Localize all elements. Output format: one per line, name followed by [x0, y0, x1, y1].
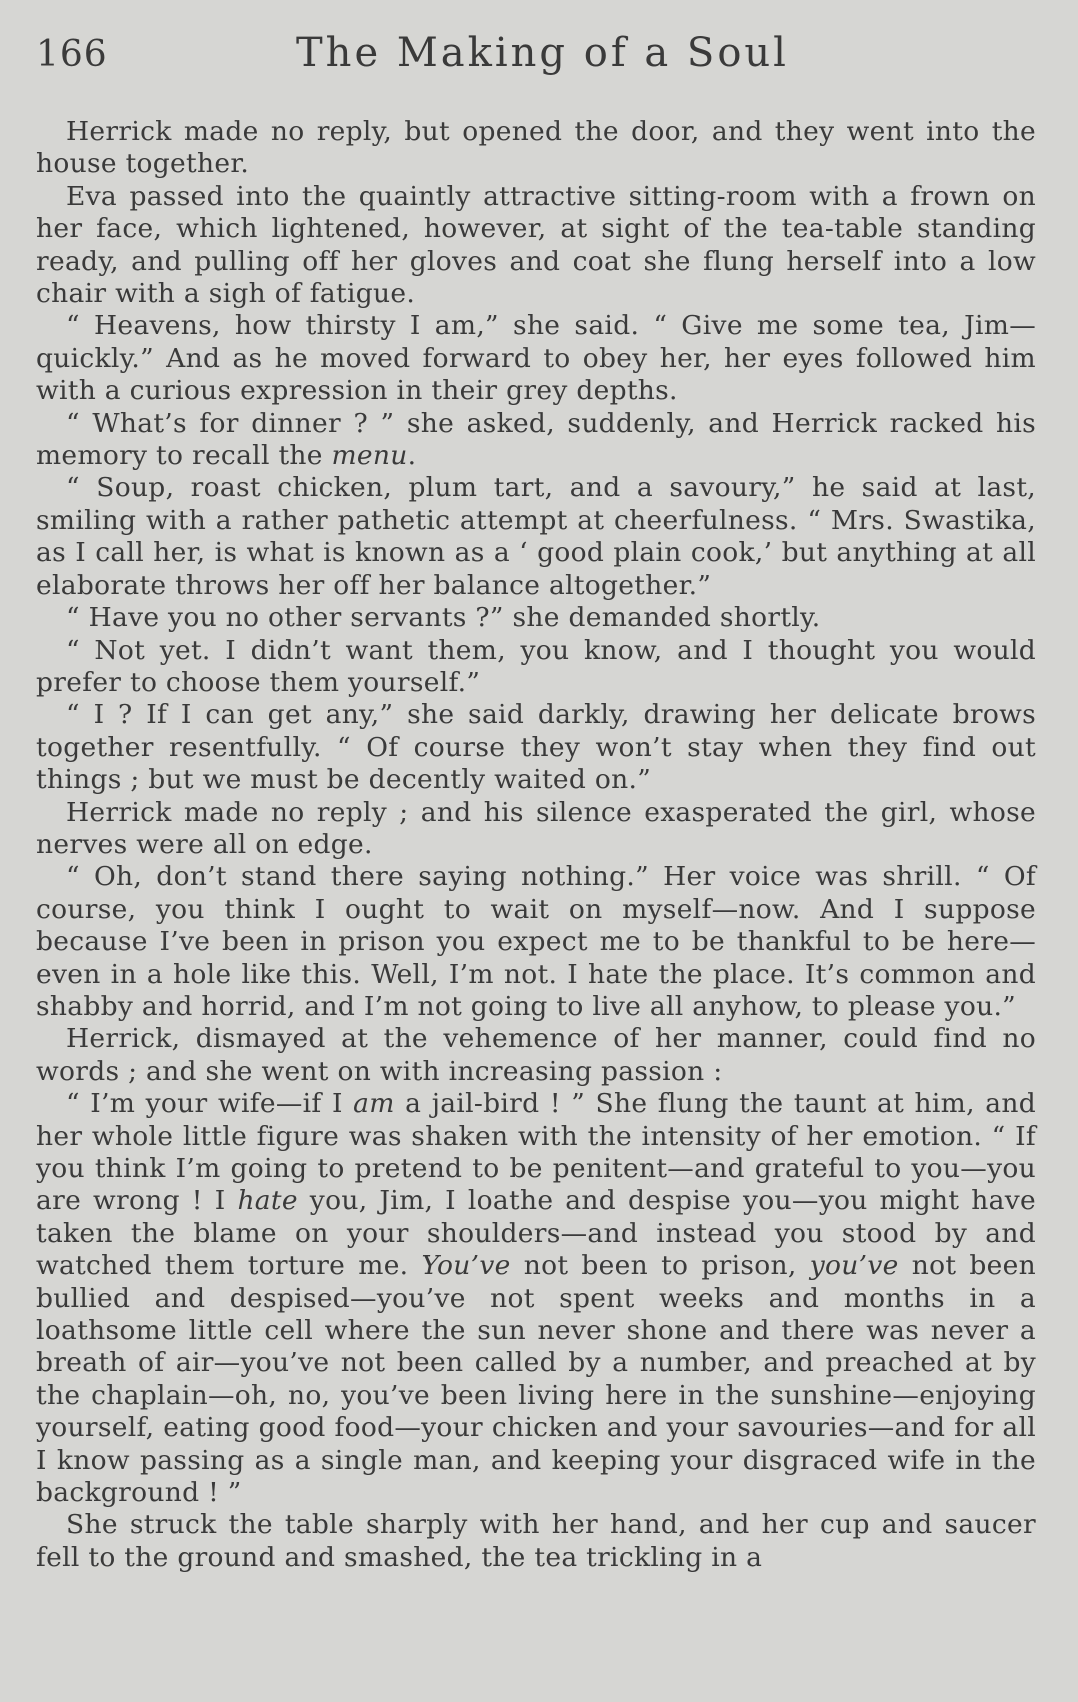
italic-text: hate [237, 1185, 298, 1217]
italic-text: You’ve [421, 1250, 511, 1282]
paragraph: Herrick made no reply ; and his silence exasperated the girl, whose nerves were all on edge. [36, 796, 1036, 860]
italic-text: am [353, 1088, 395, 1120]
book-title: The Making of a Soul [296, 30, 789, 76]
page-number: 166 [36, 34, 108, 75]
paragraph: “ Not yet. I didn’t want them, you know, and I thought you would prefer to choose them yourself.” [36, 634, 1036, 698]
paragraph: Herrick made no reply, but opened the door, and they went into the house together. [36, 116, 1036, 180]
running-head [36, 30, 1036, 86]
paragraph: “ I ? If I can get any,” she said darkly, drawing her delicate brows together resentfully. “ Of course they won’t stay when they find out things ; but we must be decently waited on.” [36, 699, 1036, 796]
paragraph: She struck the table sharply with her hand, and her cup and saucer fell to the ground and smashed, the tea trickling in a [36, 1509, 1036, 1573]
italic-text: you’ve [809, 1250, 899, 1282]
paragraph: “ What’s for dinner ? ” she asked, suddenly, and Herrick racked his memory to recall the menu. [36, 407, 1036, 472]
paragraph: “ I’m your wife—if I am a jail-bird ! ” She flung the taunt at him, and her whole little figure was shaken with the intensity of her emotion. “ If you think I’m going to pretend to be penitent—and grateful to you—you are wrong ! I hate you, Jim, I loathe and despise you—you might have taken the blame on your shoulders—and instead you stood by and watched them torture me. You’ve not been to prison, you’ve not been bullied and despised—you’ve not spent weeks and months in a loathsome little cell where the sun never shone and there was never a breath of air—you’ve not been called by a number, and preached at by the chaplain—oh, no, you’ve been living here in the sunshine—enjoying yourself, eating good food—your chicken and your savouries—and for all I know passing as a single man, and keeping your disgraced wife in the background ! ” [36, 1088, 1037, 1509]
paragraph: Eva passed into the quaintly attractive sitting-room with a frown on her face, which lightened, however, at sight of the tea-table standing ready, and pulling off her gloves and coat she flung herself into a low chair with a sigh of fatigue. [36, 180, 1036, 310]
italic-text: menu [331, 440, 408, 472]
body-text [36, 116, 1036, 1574]
paragraph: “ Heavens, how thirsty I am,” she said. “ Give me some tea, Jim—quickly.” And as he moved forward to obey her, her eyes followed him with a curious expression in their grey depths. [36, 310, 1036, 407]
paragraph: “ Have you no other servants ?” she demanded shortly. [66, 602, 821, 634]
paragraph: “ Oh, don’t stand there saying nothing.” Her voice was shrill. “ Of course, you think I ought to wait on myself—now. And I suppose because I’ve been in prison you expect me to be thankful to be here—even in a hole like this. Well, I’m not. I hate the place. It’s common and shabby and horrid, and I’m not going to live all anyhow, to please you.” [36, 861, 1036, 1022]
paragraph: Herrick, dismayed at the vehemence of her manner, could find no words ; and she went on with increasing passion : [36, 1023, 1036, 1087]
paragraph: “ Soup, roast chicken, plum tart, and a savoury,” he said at last, smiling with a rather pathetic attempt at cheerfulness. “ Mrs. Swastika, as I call her, is what is known as a ‘ good plain cook,’ but anything at all elaborate throws her off her balance altogether.” [36, 472, 1036, 601]
